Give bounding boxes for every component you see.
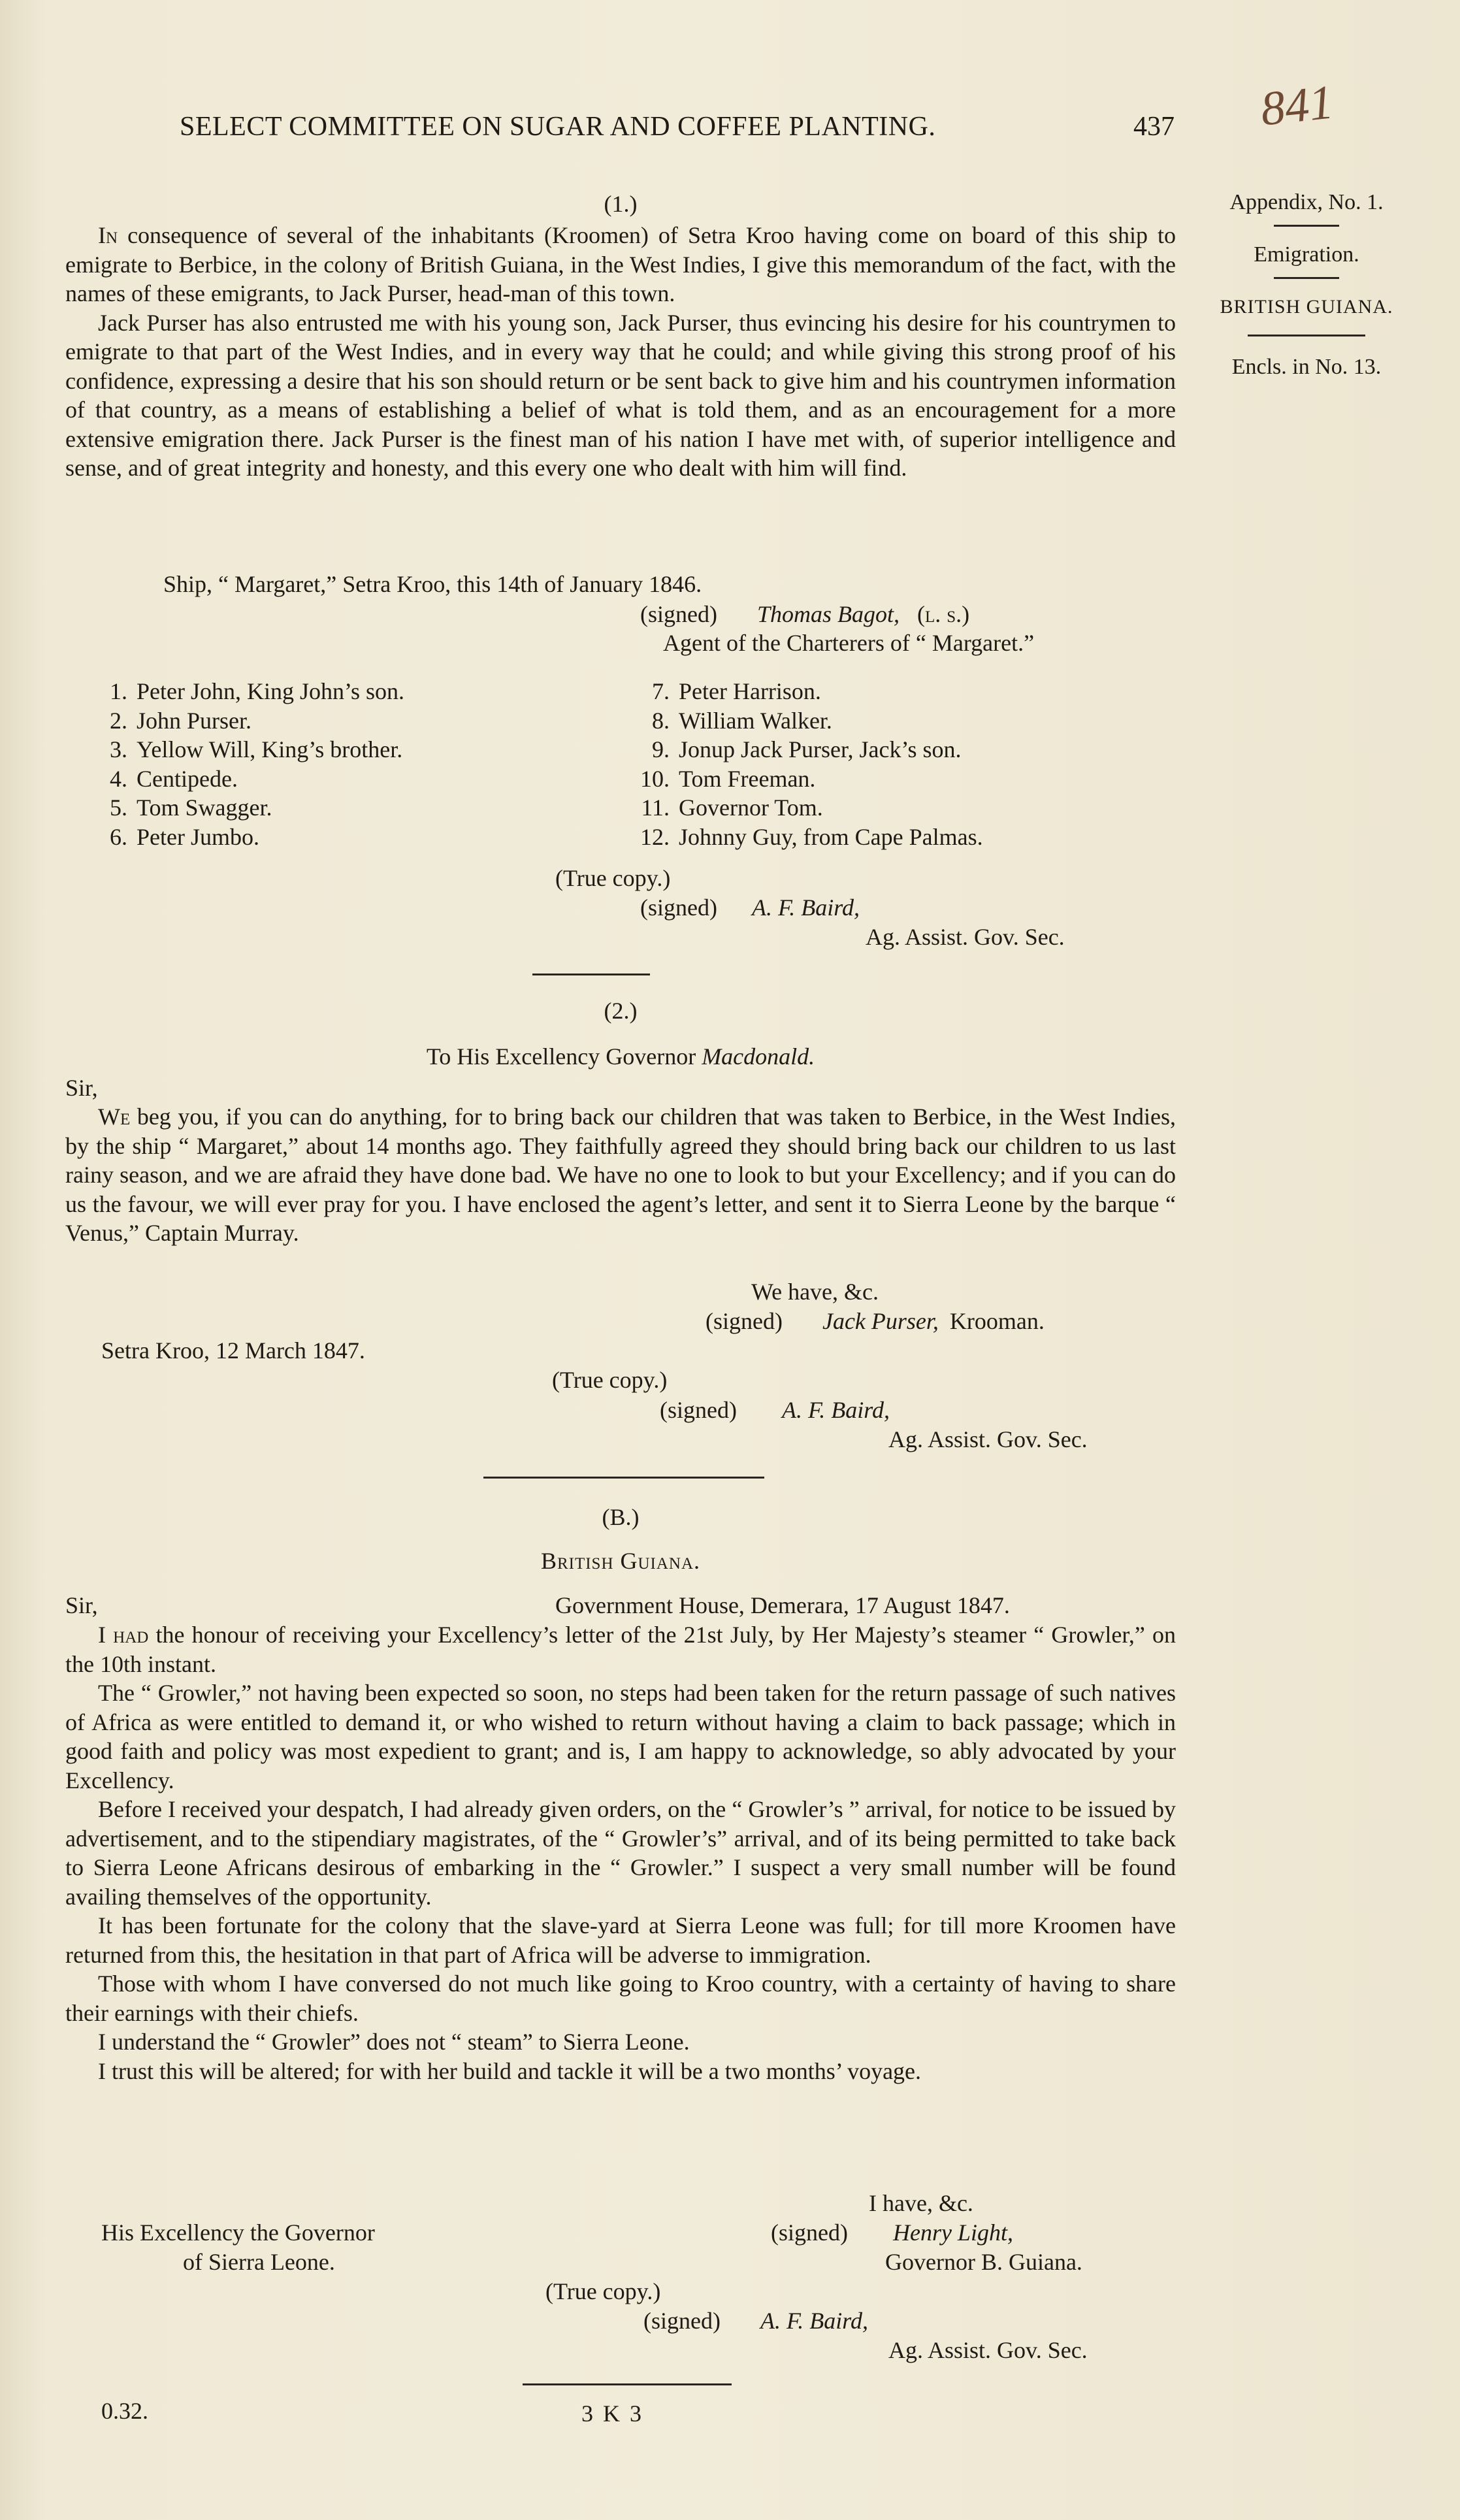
emigrant-number: 3. bbox=[110, 736, 127, 762]
emigrant-name: Peter Harrison. bbox=[679, 678, 821, 704]
signature-line bbox=[640, 600, 969, 629]
sidenote-emigration: Emigration. bbox=[1254, 242, 1359, 267]
emigrant-list-item bbox=[91, 706, 404, 736]
signer-name: Jack Purser, bbox=[822, 1308, 939, 1334]
emigrant-list-right bbox=[634, 677, 983, 851]
document-number: (B.) bbox=[602, 1504, 640, 1530]
salutation: Sir, bbox=[65, 1592, 98, 1618]
footer-code: 0.32. bbox=[101, 2398, 148, 2424]
paragraph-text: the honour of receiving your Excellency’s letter of the 21st July, by Her Majesty’s steamer “ Growler,” on the 10th instant. bbox=[65, 1622, 1176, 1677]
sidenote-rule bbox=[1274, 225, 1339, 227]
emigrant-number: 5. bbox=[110, 794, 127, 821]
emigrant-name: Peter John, King John’s son. bbox=[137, 678, 405, 704]
emigrant-number: 1. bbox=[110, 678, 127, 704]
lead-word: In bbox=[98, 222, 118, 248]
lead-word: I had bbox=[98, 1622, 149, 1648]
signed-label: (signed) bbox=[706, 1308, 783, 1334]
signer-title: Ag. Assist. Gov. Sec. bbox=[888, 2337, 1088, 2363]
signer-title: Ag. Assist. Gov. Sec. bbox=[866, 924, 1065, 950]
paragraph-text: The “ Growler,” not having been expected so soon, no steps had been taken for the return passage of such natives of Africa as were entitled to demand it, or who wished to return without having a claim to back passage; which in good faith and policy was most expedient to grant; and is, I am happy to acknowledge, so ably advocated by your Excellency. bbox=[65, 1680, 1176, 1793]
seal-mark: (l. s.) bbox=[917, 601, 970, 627]
emigrant-list-item bbox=[634, 823, 983, 852]
signer-name: A. F. Baird, bbox=[751, 894, 860, 921]
paragraph bbox=[65, 1102, 1176, 1248]
true-copy-note: (True copy.) bbox=[555, 865, 671, 891]
sidenote-rule bbox=[1274, 277, 1339, 279]
emigrant-name: William Walker. bbox=[679, 707, 832, 734]
copy-signature-line bbox=[640, 893, 860, 923]
sidenote-rule bbox=[1248, 335, 1365, 336]
paragraph-text: I trust this will be altered; for with her build and tackle it will be a two months’ voyage. bbox=[98, 2057, 922, 2084]
signed-label: (signed) bbox=[660, 1397, 737, 1423]
address-name: Macdonald. bbox=[702, 1043, 815, 1070]
page-number: 437 bbox=[1133, 112, 1175, 142]
emigrant-name: Tom Swagger. bbox=[137, 794, 272, 821]
closing: I have, &c. bbox=[869, 2190, 973, 2216]
paragraph-text: I understand the “ Growler” does not “ steam” to Sierra Leone. bbox=[98, 2029, 690, 2055]
emigrant-list-item bbox=[91, 735, 404, 764]
signed-label: (signed) bbox=[640, 601, 717, 627]
paragraph-text: beg you, if you can do anything, for to bring back our children that was taken to Berbice, in the West Indies, by the ship “ Margaret,” about 14 months ago. They faithfully agreed they should bring back our children to us last rainy season, and we are afraid they have done bad. We have no one to look to but your Excellency; and if you can do us the favour, we will ever pray for you. I have enclosed the agent’s letter, and sent it to Sierra Leone by the barque “ Venus,” Captain Murray. bbox=[65, 1104, 1176, 1246]
salutation: Sir, bbox=[65, 1075, 98, 1101]
emigrant-list-item bbox=[91, 823, 404, 852]
emigrant-name: Johnny Guy, from Cape Palmas. bbox=[679, 823, 983, 850]
address-prefix: To His Excellency Governor bbox=[426, 1043, 696, 1070]
emigrant-list-item bbox=[91, 677, 404, 706]
emigrant-number: 9. bbox=[652, 736, 670, 762]
signed-label: (signed) bbox=[643, 2308, 721, 2334]
signer-name: A. F. Baird, bbox=[760, 2308, 868, 2334]
emigrant-list-item bbox=[91, 793, 404, 823]
copy-signature-line bbox=[660, 1396, 890, 1425]
signer-role: Krooman. bbox=[949, 1308, 1045, 1334]
emigrant-name: Centipede. bbox=[137, 765, 238, 792]
emigrant-list-item bbox=[634, 793, 983, 823]
handwritten-folio-number: 841 bbox=[1257, 75, 1336, 137]
signer-title: Ag. Assist. Gov. Sec. bbox=[888, 1426, 1088, 1452]
signature-line bbox=[706, 1307, 1045, 1336]
signer-title: Governor B. Guiana. bbox=[885, 2249, 1082, 2275]
emigrant-name: Governor Tom. bbox=[679, 794, 823, 821]
emigrant-name: Tom Freeman. bbox=[679, 765, 816, 792]
copy-signature-line bbox=[643, 2306, 868, 2336]
sidenote-appendix: Appendix, No. 1. bbox=[1229, 190, 1384, 214]
dateline: Setra Kroo, 12 March 1847. bbox=[101, 1337, 365, 1364]
paragraph-text: Jack Purser has also entrusted me with his young son, Jack Purser, thus evincing his desire for his countrymen to emigrate to that part of the West Indies, and in every way that he could; and while giving this strong proof of his confidence, expressing a desire that his son should return or be sent back to give him and his countrymen information of that country, as a means of establishing a belief of what is told them, and as an encouragement for a more extensive emigration there. Jack Purser is the finest man of his nation I have met with, of superior intelligence and sense, and of great integrity and honesty, and this every one who dealt with him will find. bbox=[65, 309, 1176, 481]
printer-signature-mark: 3 K 3 bbox=[581, 2400, 643, 2427]
section-divider bbox=[483, 1477, 764, 1479]
emigrant-list-left bbox=[91, 677, 404, 851]
emigrant-number: 6. bbox=[110, 823, 127, 850]
dateline: Government House, Demerara, 17 August 1847. bbox=[555, 1592, 1010, 1618]
emigrant-number: 7. bbox=[652, 678, 670, 704]
document-number: (2.) bbox=[604, 998, 638, 1024]
emigrant-number: 2. bbox=[110, 707, 127, 734]
addressee-line: of Sierra Leone. bbox=[183, 2249, 335, 2275]
dateline: Ship, “ Margaret,” Setra Kroo, this 14th of January 1846. bbox=[163, 571, 702, 597]
emigrant-number: 12. bbox=[640, 823, 670, 850]
closing: We have, &c. bbox=[751, 1279, 879, 1305]
emigrant-number: 11. bbox=[641, 794, 670, 821]
signer-name: A. F. Baird, bbox=[781, 1397, 890, 1423]
emigrant-list-item bbox=[91, 764, 404, 794]
signer-title: Agent of the Charterers of “ Margaret.” bbox=[663, 630, 1035, 656]
emigrant-number: 8. bbox=[652, 707, 670, 734]
paragraph bbox=[65, 221, 1176, 483]
signer-name: Henry Light, bbox=[892, 2219, 1013, 2246]
section-divider bbox=[532, 974, 650, 975]
emigrant-list-item bbox=[634, 764, 983, 794]
colony-heading: British Guiana. bbox=[540, 1548, 701, 1574]
emigrant-list-item bbox=[634, 735, 983, 764]
sidenote-colony: BRITISH GUIANA. bbox=[1220, 296, 1393, 318]
signer-name: Thomas Bagot, bbox=[756, 601, 900, 627]
running-header: SELECT COMMITTEE ON SUGAR AND COFFEE PLANTING. bbox=[180, 112, 936, 142]
document-number: (1.) bbox=[604, 191, 638, 217]
emigrant-name: John Purser. bbox=[137, 707, 252, 734]
paragraph-text: It has been fortunate for the colony that the slave-yard at Sierra Leone was full; for till more Kroomen have returned from this, the hesitation in that part of Africa will be adverse to immigration. bbox=[65, 1912, 1176, 1968]
paragraph-text: Those with whom I have conversed do not much like going to Kroo country, with a certainty of having to share their earnings with their chiefs. bbox=[65, 1971, 1176, 2026]
signed-label: (signed) bbox=[640, 894, 717, 921]
paragraph bbox=[65, 1620, 1176, 2086]
emigrant-list-item bbox=[634, 677, 983, 706]
lead-word: We bbox=[98, 1104, 131, 1130]
true-copy-note: (True copy.) bbox=[545, 2278, 661, 2304]
emigrant-number: 4. bbox=[110, 765, 127, 792]
emigrant-name: Jonup Jack Purser, Jack’s son. bbox=[679, 736, 962, 762]
sidenote-enclosures: Encls. in No. 13. bbox=[1231, 355, 1382, 379]
signed-label: (signed) bbox=[771, 2219, 848, 2246]
signature-line bbox=[771, 2218, 1013, 2248]
emigrant-list-item bbox=[634, 706, 983, 736]
paragraph-text: Before I received your despatch, I had already given orders, on the “ Growler’s ” arrival, for notice to be issued by advertisement, and to the stipendiary magistrates, of the “ Growler’s” arrival, and of its being permitted to take back to Sierra Leone Africans desirous of embarking in the “ Growler.” I suspect a very small number will be found availing themselves of the opportunity. bbox=[65, 1796, 1176, 1910]
emigrant-name: Yellow Will, King’s brother. bbox=[137, 736, 403, 762]
emigrant-number: 10. bbox=[640, 765, 670, 792]
addressee-line: His Excellency the Governor bbox=[101, 2219, 375, 2246]
letter-address bbox=[65, 1042, 1176, 1072]
paragraph-text: consequence of several of the inhabitants (Kroomen) of Setra Kroo having come on board of this ship to emigrate to Berbice, in the colony of British Guiana, in the West Indies, I give this memorandum of the fact, with the names of these emigrants, to Jack Purser, head-man of this town. bbox=[65, 222, 1176, 306]
emigrant-name: Peter Jumbo. bbox=[137, 823, 259, 850]
section-divider bbox=[523, 2383, 732, 2385]
true-copy-note: (True copy.) bbox=[552, 1367, 668, 1393]
